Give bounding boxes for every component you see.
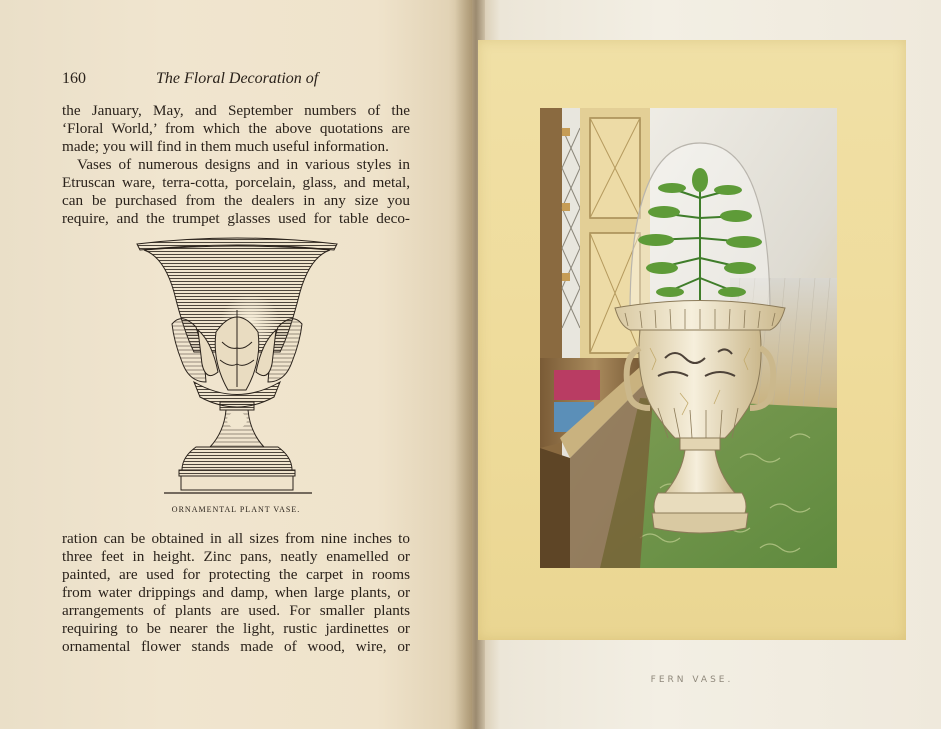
text-line: three feet in height. Zinc pans, neatly enamelled or: [62, 548, 410, 565]
text-line: from water drippings and damp, when large plants, or: [62, 584, 410, 601]
text-line: arrangements of plants are used. For smaller plants: [62, 602, 410, 619]
page-number: 160: [62, 70, 86, 87]
text-line: made; you will find in them much useful information.: [62, 138, 389, 155]
text-line: require, and the trumpet glasses used for table deco-: [62, 210, 410, 227]
ornamental-plant-vase-engraving: [134, 232, 340, 498]
text-line: the January, May, and September numbers of the: [62, 102, 410, 119]
plate-caption: FERN VASE.: [650, 675, 734, 685]
text-line: requiring to be nearer the light, rustic jardinettes or: [62, 620, 410, 637]
text-line: Etruscan ware, terra-cotta, porcelain, glass, and metal,: [62, 174, 410, 191]
text-line: Vases of numerous designs and in various styles in: [77, 156, 410, 173]
text-line: painted, are used for protecting the carpet in rooms: [62, 566, 410, 583]
text-line: ornamental flower stands made of wood, wire, or: [62, 638, 410, 655]
running-head: [62, 70, 412, 90]
fern-vase-color-plate: [540, 108, 837, 568]
running-title: The Floral Decoration of: [156, 70, 319, 87]
text-line: ration can be obtained in all sizes from nine inches to: [62, 530, 410, 547]
text-line: ‘Floral World,’ from which the above quotations are: [62, 120, 410, 137]
text-line: can be purchased from the dealers in any size you: [62, 192, 410, 209]
figure-caption: ORNAMENTAL PLANT VASE.: [171, 505, 301, 514]
